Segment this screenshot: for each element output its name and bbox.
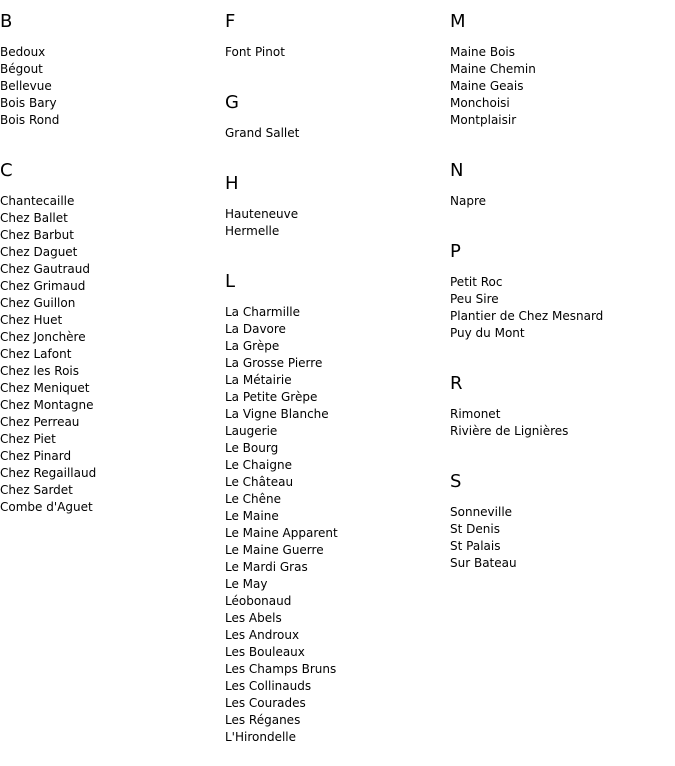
place-item: Sur Bateau (450, 556, 517, 570)
place-item: Les Collinauds (225, 679, 312, 693)
letter-section-b (0, 0, 225, 129)
place-item: Laugerie (225, 424, 278, 438)
letter-section-s (450, 460, 675, 572)
place-item: Les Abels (225, 611, 282, 625)
place-item: Le Bourg (225, 441, 279, 455)
place-item: Les Androux (225, 628, 300, 642)
place-item: Les Bouleaux (225, 645, 305, 659)
place-list (450, 181, 675, 210)
place-item: Le Maine (225, 509, 279, 523)
place-item: Napre (450, 194, 486, 208)
place-item: Le May (225, 577, 268, 591)
place-item: Le Chêne (225, 492, 282, 506)
place-item: St Palais (450, 539, 501, 553)
place-list (225, 113, 450, 142)
place-item: La Métairie (225, 373, 292, 387)
place-item: Léobonaud (225, 594, 292, 608)
column-3 (450, 0, 675, 592)
letter-heading: L (225, 271, 236, 292)
place-item: St Denis (450, 522, 500, 536)
place-item: La Vigne Blanche (225, 407, 329, 421)
place-item: Maine Geais (450, 79, 524, 93)
letter-section-g (225, 81, 450, 142)
place-item: La Grèpe (225, 339, 280, 353)
place-item: La Grosse Pierre (225, 356, 323, 370)
place-item: La Petite Grèpe (225, 390, 318, 404)
place-item: Les Réganes (225, 713, 301, 727)
place-item: La Charmille (225, 305, 300, 319)
place-item: Chez Grimaud (0, 279, 86, 293)
place-item: Les Courades (225, 696, 306, 710)
place-item: Bois Rond (0, 113, 60, 127)
place-item: Hermelle (225, 224, 280, 238)
place-item: La Davore (225, 322, 286, 336)
place-item: Puy du Mont (450, 326, 525, 340)
place-item: Montplaisir (450, 113, 517, 127)
letter-section-h (225, 162, 450, 240)
place-item: Chez Sardet (0, 483, 73, 497)
place-item: Plantier de Chez Mesnard (450, 309, 604, 323)
place-item: Rivière de Lignières (450, 424, 569, 438)
place-item: Combe d'Aguet (0, 500, 93, 514)
place-list (0, 181, 225, 516)
place-item: Chez Jonchère (0, 330, 86, 344)
letter-heading: N (450, 160, 464, 181)
place-item: Grand Sallet (225, 126, 300, 140)
place-item: Bois Bary (0, 96, 57, 110)
place-item: Bellevue (0, 79, 52, 93)
letter-section-c (0, 149, 225, 516)
place-list (0, 32, 225, 129)
place-item: Chez Pinard (0, 449, 72, 463)
letter-section-l (225, 260, 450, 746)
place-list (450, 262, 675, 342)
place-item: Chez Daguet (0, 245, 78, 259)
place-item: Bedoux (0, 45, 46, 59)
place-item: Chez Lafont (0, 347, 72, 361)
place-item: Monchoisi (450, 96, 510, 110)
column-1 (0, 0, 225, 536)
place-item: Chez les Rois (0, 364, 79, 378)
place-item: Maine Bois (450, 45, 516, 59)
place-item: Chez Meniquet (0, 381, 90, 395)
place-item: Maine Chemin (450, 62, 536, 76)
place-item: Chez Barbut (0, 228, 74, 242)
letter-heading: B (0, 11, 13, 32)
place-item: Bégout (0, 62, 43, 76)
letter-heading: C (0, 160, 13, 181)
place-item: Chez Perreau (0, 415, 80, 429)
letter-heading: S (450, 471, 462, 492)
place-item: Chez Huet (0, 313, 63, 327)
letter-section-p (450, 230, 675, 342)
place-item: Font Pinot (225, 45, 285, 59)
place-list (225, 32, 450, 61)
place-item: Chez Regaillaud (0, 466, 97, 480)
place-item: Peu Sire (450, 292, 499, 306)
place-item: Le Maine Guerre (225, 543, 324, 557)
letter-heading: M (450, 11, 466, 32)
place-item: L'Hirondelle (225, 730, 297, 744)
place-item: Sonneville (450, 505, 513, 519)
place-item: Le Maine Apparent (225, 526, 338, 540)
letter-section-f (225, 0, 450, 61)
letter-heading: R (450, 373, 463, 394)
place-item: Le Château (225, 475, 294, 489)
place-item: Chantecaille (0, 194, 75, 208)
place-item: Chez Piet (0, 432, 56, 446)
place-item: Le Mardi Gras (225, 560, 308, 574)
place-item: Le Chaigne (225, 458, 292, 472)
column-2 (225, 0, 450, 766)
place-item: Les Champs Bruns (225, 662, 337, 676)
place-list (225, 194, 450, 240)
place-item: Rimonet (450, 407, 501, 421)
letter-section-m (450, 0, 675, 129)
letter-heading: G (225, 92, 239, 113)
place-item: Chez Guillon (0, 296, 76, 310)
letter-heading: F (225, 11, 236, 32)
place-list (450, 492, 675, 572)
place-list (450, 32, 675, 129)
place-item: Petit Roc (450, 275, 503, 289)
place-item: Chez Ballet (0, 211, 68, 225)
letter-heading: H (225, 173, 239, 194)
place-list (450, 394, 675, 440)
place-item: Hauteneuve (225, 207, 299, 221)
place-list (225, 292, 450, 746)
place-item: Chez Gautraud (0, 262, 90, 276)
letter-heading: P (450, 241, 461, 262)
letter-section-r (450, 362, 675, 440)
place-item: Chez Montagne (0, 398, 94, 412)
letter-section-n (450, 149, 675, 210)
